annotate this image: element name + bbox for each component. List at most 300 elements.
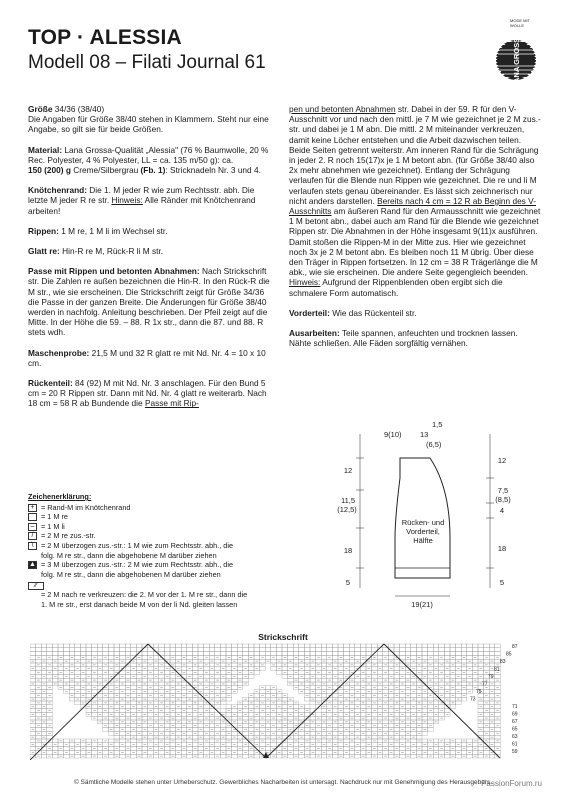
chart-cell bbox=[304, 690, 310, 694]
chart-cell bbox=[495, 720, 501, 724]
chart-cell bbox=[69, 667, 75, 671]
chart-cell bbox=[142, 678, 148, 682]
chart-cell bbox=[204, 728, 210, 732]
chart-cell bbox=[299, 686, 305, 690]
chart-cell bbox=[92, 690, 98, 694]
chart-cell bbox=[164, 693, 170, 697]
chart-cell bbox=[237, 659, 243, 663]
chart-cell bbox=[428, 728, 434, 732]
chart-cell bbox=[114, 648, 120, 652]
chart-cell bbox=[366, 644, 372, 648]
chart-cell bbox=[220, 671, 226, 675]
chart-cell bbox=[30, 701, 36, 705]
chart-cell bbox=[428, 720, 434, 724]
chart-cell bbox=[456, 754, 462, 758]
chart-cell bbox=[92, 648, 98, 652]
chart-cell bbox=[120, 739, 126, 743]
chart-cell bbox=[260, 705, 266, 709]
chart-cell bbox=[416, 682, 422, 686]
chart-cell bbox=[288, 701, 294, 705]
chart-cell bbox=[472, 743, 478, 747]
chart-cell bbox=[450, 674, 456, 678]
chart-cell bbox=[30, 709, 36, 713]
chart-cell bbox=[405, 712, 411, 716]
chart-cell bbox=[377, 747, 383, 751]
chart-cell bbox=[114, 735, 120, 739]
chart-cell bbox=[411, 693, 417, 697]
chart-cell bbox=[47, 652, 53, 656]
chart-cell bbox=[299, 716, 305, 720]
chart-cell bbox=[80, 659, 86, 663]
chart-cell bbox=[416, 697, 422, 701]
chart-cell bbox=[383, 648, 389, 652]
chart-cell bbox=[148, 705, 154, 709]
chart-cell bbox=[187, 648, 193, 652]
chart-cell bbox=[114, 712, 120, 716]
stockinette-label: Glatt re: bbox=[28, 246, 60, 257]
chart-cell bbox=[360, 690, 366, 694]
chart-cell bbox=[344, 644, 350, 648]
chart-cell bbox=[366, 678, 372, 682]
chart-cell bbox=[181, 720, 187, 724]
chart-cell bbox=[422, 701, 428, 705]
chart-cell bbox=[489, 731, 495, 735]
chart-cell bbox=[282, 667, 288, 671]
chart-cell bbox=[75, 701, 81, 705]
chart-cell bbox=[192, 728, 198, 732]
chart-cell bbox=[170, 728, 176, 732]
chart-cell bbox=[187, 747, 193, 751]
chart-cell bbox=[176, 652, 182, 656]
chart-cell bbox=[344, 652, 350, 656]
chart-cell bbox=[321, 709, 327, 713]
symbol-legend bbox=[28, 492, 298, 610]
chart-cell bbox=[226, 644, 232, 648]
chart-cell bbox=[405, 750, 411, 754]
chart-cell bbox=[450, 690, 456, 694]
chart-cell bbox=[271, 652, 277, 656]
chart-cell bbox=[215, 690, 221, 694]
yarn-ball-icon bbox=[496, 40, 536, 80]
chart-cell bbox=[170, 720, 176, 724]
chart-cell bbox=[232, 747, 238, 751]
chart-cell bbox=[103, 659, 109, 663]
chart-cell bbox=[47, 720, 53, 724]
chart-cell bbox=[215, 697, 221, 701]
chart-cell bbox=[461, 682, 467, 686]
chart-cell bbox=[164, 709, 170, 713]
chart-cell bbox=[276, 716, 282, 720]
chart-cell bbox=[232, 754, 238, 758]
chart-cell bbox=[226, 667, 232, 671]
chart-cell bbox=[388, 701, 394, 705]
chart-cell bbox=[355, 701, 361, 705]
chart-cell bbox=[187, 701, 193, 705]
chart-cell bbox=[204, 682, 210, 686]
legend-item bbox=[28, 512, 298, 522]
chart-cell bbox=[204, 735, 210, 739]
chart-cell bbox=[159, 682, 165, 686]
chart-cell bbox=[293, 743, 299, 747]
chart-cell bbox=[484, 720, 490, 724]
chart-cell bbox=[226, 652, 232, 656]
chart-cell bbox=[288, 739, 294, 743]
row-label: 59 bbox=[512, 749, 518, 755]
chart-cell bbox=[170, 659, 176, 663]
chart-cell bbox=[220, 644, 226, 648]
chart-cell bbox=[125, 652, 131, 656]
chart-cell bbox=[142, 663, 148, 667]
chart-cell bbox=[64, 686, 70, 690]
chart-cell bbox=[349, 743, 355, 747]
row-label: 87 bbox=[512, 644, 518, 650]
chart-cell bbox=[349, 690, 355, 694]
chart-cell bbox=[80, 652, 86, 656]
chart-cell bbox=[159, 674, 165, 678]
chart-cell bbox=[467, 678, 473, 682]
chart-cell bbox=[349, 720, 355, 724]
chart-cell bbox=[80, 648, 86, 652]
chart-cell bbox=[372, 743, 378, 747]
chart-cell bbox=[456, 686, 462, 690]
row-label: 83 bbox=[500, 659, 506, 665]
chart-cell bbox=[120, 693, 126, 697]
chart-cell bbox=[478, 716, 484, 720]
chart-cell bbox=[120, 701, 126, 705]
chart-cell bbox=[92, 705, 98, 709]
chart-cell bbox=[416, 720, 422, 724]
chart-cell bbox=[327, 743, 333, 747]
chart-cell bbox=[472, 652, 478, 656]
chart-cell bbox=[472, 750, 478, 754]
chart-cell bbox=[220, 724, 226, 728]
chart-cell bbox=[444, 709, 450, 713]
chart-cell bbox=[360, 750, 366, 754]
chart-cell bbox=[176, 701, 182, 705]
chart-cell bbox=[495, 697, 501, 701]
chart-cell bbox=[226, 659, 232, 663]
chart-cell bbox=[92, 644, 98, 648]
chart-cell bbox=[215, 682, 221, 686]
chart-cell bbox=[52, 655, 58, 659]
chart-cell bbox=[114, 705, 120, 709]
chart-cell bbox=[125, 690, 131, 694]
chart-cell bbox=[327, 674, 333, 678]
chart-cell bbox=[125, 712, 131, 716]
chart-cell bbox=[344, 747, 350, 751]
chart-cell bbox=[422, 754, 428, 758]
chart-cell bbox=[433, 678, 439, 682]
chart-cell bbox=[400, 739, 406, 743]
chart-cell bbox=[489, 693, 495, 697]
chart-cell bbox=[349, 648, 355, 652]
chart-cell bbox=[36, 697, 42, 701]
chart-cell bbox=[293, 712, 299, 716]
chart-cell bbox=[248, 735, 254, 739]
chart-cell bbox=[428, 667, 434, 671]
chart-cell bbox=[254, 731, 260, 735]
chart-cell bbox=[176, 716, 182, 720]
chart-cell bbox=[120, 709, 126, 713]
chart-cell bbox=[176, 686, 182, 690]
material-section bbox=[28, 145, 272, 176]
chart-cell bbox=[439, 648, 445, 652]
chart-cell bbox=[153, 739, 159, 743]
chart-cell bbox=[69, 644, 75, 648]
chart-cell bbox=[260, 648, 266, 652]
chart-cell bbox=[360, 712, 366, 716]
chart-cell bbox=[97, 709, 103, 713]
chart-cell bbox=[170, 750, 176, 754]
chart-cell bbox=[383, 720, 389, 724]
chart-cell bbox=[349, 728, 355, 732]
chart-cell bbox=[97, 652, 103, 656]
chart-cell bbox=[472, 674, 478, 678]
chart-cell bbox=[159, 697, 165, 701]
chart-cell bbox=[226, 697, 232, 701]
chart-cell bbox=[349, 697, 355, 701]
chart-cell bbox=[176, 693, 182, 697]
chart-cell bbox=[332, 724, 338, 728]
chart-cell bbox=[422, 671, 428, 675]
chart-cell bbox=[332, 701, 338, 705]
chart-cell bbox=[366, 701, 372, 705]
chart-cell bbox=[405, 705, 411, 709]
chart-cell bbox=[170, 682, 176, 686]
chart-cell bbox=[400, 652, 406, 656]
chart-cell bbox=[316, 743, 322, 747]
chart-cell bbox=[148, 735, 154, 739]
chart-cell bbox=[461, 648, 467, 652]
chart-cell bbox=[327, 644, 333, 648]
chart-cell bbox=[97, 747, 103, 751]
chart-cell bbox=[69, 659, 75, 663]
chart-cell bbox=[75, 663, 81, 667]
chart-cell bbox=[30, 644, 36, 648]
chart-cell bbox=[293, 674, 299, 678]
chart-cell bbox=[461, 667, 467, 671]
chart-cell bbox=[103, 720, 109, 724]
chart-cell bbox=[125, 644, 131, 648]
chart-cell bbox=[495, 644, 501, 648]
chart-cell bbox=[64, 678, 70, 682]
chart-cell bbox=[64, 671, 70, 675]
chart-cell bbox=[58, 674, 64, 678]
chart-cell bbox=[478, 652, 484, 656]
chart-cell bbox=[265, 739, 271, 743]
chart-cell bbox=[75, 754, 81, 758]
chart-cell bbox=[372, 735, 378, 739]
chart-cell bbox=[428, 682, 434, 686]
chart-cell bbox=[209, 716, 215, 720]
chart-cell bbox=[30, 747, 36, 751]
page-title: TOP · ALESSIA bbox=[28, 26, 182, 49]
chart-cell bbox=[372, 659, 378, 663]
chart-cell bbox=[248, 697, 254, 701]
chart-cell bbox=[204, 659, 210, 663]
chart-cell bbox=[170, 648, 176, 652]
chart-cell bbox=[47, 644, 53, 648]
chart-cell bbox=[92, 652, 98, 656]
chart-cell bbox=[293, 682, 299, 686]
chart-cell bbox=[215, 728, 221, 732]
material-color: Creme/Silbergrau bbox=[70, 165, 141, 176]
chart-cell bbox=[209, 648, 215, 652]
chart-cell bbox=[220, 709, 226, 713]
chart-cell bbox=[433, 652, 439, 656]
chart-cell bbox=[92, 712, 98, 716]
chart-cell bbox=[108, 648, 114, 652]
chart-cell bbox=[383, 674, 389, 678]
chart-cell bbox=[489, 709, 495, 713]
chart-cell bbox=[52, 747, 58, 751]
dim-left-5: 5 bbox=[345, 578, 351, 587]
chart-cell bbox=[444, 655, 450, 659]
chart-cell bbox=[237, 705, 243, 709]
chart-cell bbox=[204, 652, 210, 656]
chart-cell bbox=[30, 648, 36, 652]
chart-cell bbox=[388, 644, 394, 648]
chart-cell bbox=[344, 754, 350, 758]
chart-cell bbox=[327, 728, 333, 732]
chart-cell bbox=[75, 671, 81, 675]
chart-cell bbox=[282, 697, 288, 701]
chart-cell bbox=[321, 754, 327, 758]
chart-cell bbox=[47, 682, 53, 686]
chart-cell bbox=[321, 648, 327, 652]
chart-cell bbox=[232, 644, 238, 648]
chart-cell bbox=[209, 693, 215, 697]
continued-link: pen und betonten Abnahmen bbox=[289, 104, 396, 114]
chart-cell bbox=[467, 754, 473, 758]
chart-cell bbox=[304, 644, 310, 648]
chart-cell bbox=[484, 697, 490, 701]
chart-cell bbox=[254, 716, 260, 720]
instructions-left bbox=[28, 104, 272, 419]
chart-cell bbox=[220, 655, 226, 659]
chart-cell bbox=[69, 682, 75, 686]
chart-cell bbox=[260, 659, 266, 663]
chart-cell bbox=[372, 667, 378, 671]
chart-cell bbox=[439, 674, 445, 678]
gauge-text: 21,5 M und 32 R glatt re mit Nd. Nr. 4 = 10 x 10 cm. bbox=[28, 347, 266, 368]
chart-cell bbox=[344, 663, 350, 667]
row-label: 75 bbox=[476, 689, 482, 695]
chart-cell bbox=[114, 720, 120, 724]
chart-cell bbox=[47, 705, 53, 709]
chart-cell bbox=[131, 652, 137, 656]
chart-cell bbox=[69, 697, 75, 701]
chart-cell bbox=[30, 739, 36, 743]
legend-item bbox=[28, 503, 298, 513]
chart-cell bbox=[198, 663, 204, 667]
chart-cell bbox=[394, 750, 400, 754]
chart-cell bbox=[360, 705, 366, 709]
chart-cell bbox=[114, 690, 120, 694]
chart-cell bbox=[209, 655, 215, 659]
chart-cell bbox=[265, 747, 271, 751]
center-arrow-icon bbox=[263, 752, 269, 758]
chart-cell bbox=[58, 652, 64, 656]
chart-cell bbox=[444, 652, 450, 656]
chart-cell bbox=[30, 731, 36, 735]
chart-cell bbox=[204, 667, 210, 671]
chart-cell bbox=[170, 644, 176, 648]
chart-cell bbox=[310, 724, 316, 728]
edge-label: Knötchenrand: bbox=[28, 185, 87, 196]
chart-cell bbox=[332, 731, 338, 735]
chart-cell bbox=[304, 712, 310, 716]
chart-cell bbox=[321, 652, 327, 656]
chart-cell bbox=[271, 720, 277, 724]
chart-cell bbox=[422, 678, 428, 682]
chart-cell bbox=[316, 697, 322, 701]
chart-cell bbox=[327, 659, 333, 663]
chart-cell bbox=[47, 712, 53, 716]
chart-cell bbox=[433, 686, 439, 690]
legend-text: = 2 M re zus.-str. bbox=[41, 531, 96, 541]
chart-cell bbox=[220, 754, 226, 758]
chart-cell bbox=[484, 735, 490, 739]
chart-cell bbox=[377, 739, 383, 743]
chart-cell bbox=[299, 671, 305, 675]
chart-cell bbox=[321, 686, 327, 690]
chart-cell bbox=[142, 686, 148, 690]
chart-cell bbox=[260, 652, 266, 656]
copyright-notice: © Sämtliche Modelle stehen unter Urheberschutz. Gewerbliches Nacharbeiten ist untersagt. Nachdruck nur mit Genehmigung des Herausgebers. bbox=[73, 779, 493, 786]
dim-left-125: (12,5) bbox=[337, 505, 357, 514]
chart-cell bbox=[288, 671, 294, 675]
row-label: 73 bbox=[470, 696, 476, 703]
chart-cell bbox=[349, 682, 355, 686]
chart-cell bbox=[316, 652, 322, 656]
chart-cell bbox=[439, 750, 445, 754]
chart-cell bbox=[360, 735, 366, 739]
chart-cell bbox=[439, 652, 445, 656]
chart-cell bbox=[254, 724, 260, 728]
chart-cell bbox=[103, 728, 109, 732]
chart-cell bbox=[75, 693, 81, 697]
chart-cell bbox=[164, 701, 170, 705]
chart-cell bbox=[164, 686, 170, 690]
chart-cell bbox=[310, 701, 316, 705]
chart-cell bbox=[97, 701, 103, 705]
chart-cell bbox=[332, 663, 338, 667]
chart-cell bbox=[41, 655, 47, 659]
chart-cell bbox=[47, 648, 53, 652]
chart-cell bbox=[181, 728, 187, 732]
chart-cell bbox=[304, 743, 310, 747]
chart-cell bbox=[176, 754, 182, 758]
chart-cell bbox=[187, 739, 193, 743]
chart-cell bbox=[125, 659, 131, 663]
chart-cell bbox=[288, 754, 294, 758]
chart-cell bbox=[92, 743, 98, 747]
chart-cell bbox=[495, 674, 501, 678]
chart-cell bbox=[254, 652, 260, 656]
chart-cell bbox=[349, 667, 355, 671]
chart-cell bbox=[276, 724, 282, 728]
chart-cell bbox=[75, 644, 81, 648]
chart-cell bbox=[148, 697, 154, 701]
chart-cell bbox=[293, 652, 299, 656]
chart-cell bbox=[439, 690, 445, 694]
material-amount: 150 (200) g bbox=[28, 165, 71, 176]
chart-cell bbox=[80, 644, 86, 648]
chart-cell bbox=[181, 735, 187, 739]
chart-cell bbox=[30, 678, 36, 682]
chart-cell bbox=[125, 705, 131, 709]
